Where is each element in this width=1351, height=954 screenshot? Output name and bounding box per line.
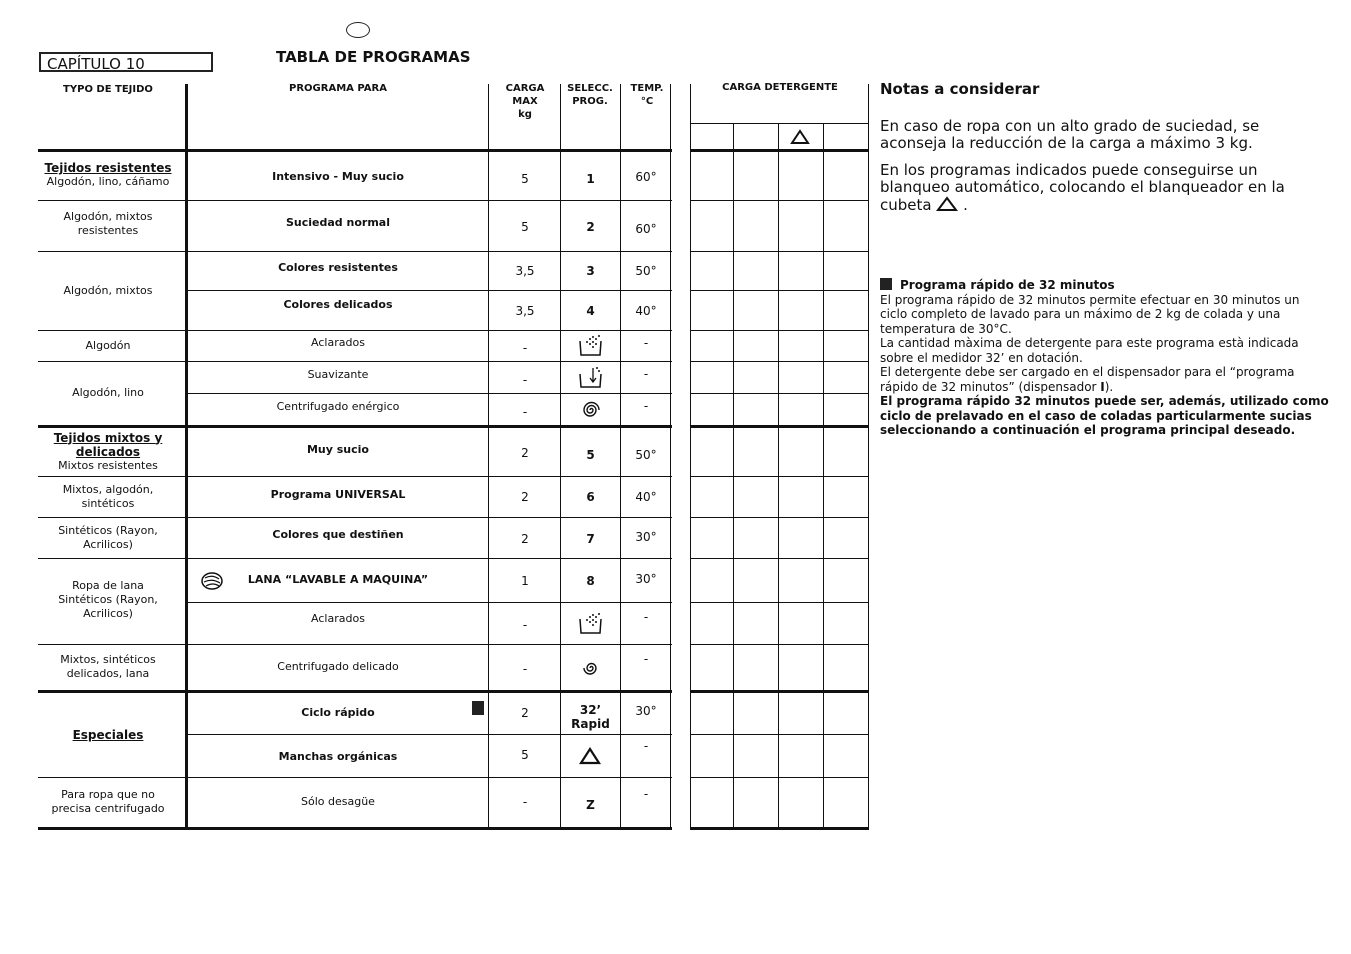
selector-cell: 5 bbox=[586, 448, 595, 462]
row-rule bbox=[38, 517, 672, 518]
col-divider-program bbox=[488, 84, 489, 829]
program-cell: Centrifugado enérgico bbox=[276, 400, 400, 413]
fabric-group-sub: Algodón, lino, cáñamo bbox=[46, 175, 170, 188]
det-row-line bbox=[690, 425, 869, 428]
selector-cell: 7 bbox=[586, 532, 595, 546]
col-divider-fabric bbox=[185, 84, 188, 829]
temp-cell: - bbox=[643, 367, 649, 381]
header-load-l2: MAX bbox=[512, 96, 538, 107]
selector-rapid-2: Rapid bbox=[571, 717, 610, 731]
program-cell: Sólo desagüe bbox=[301, 795, 375, 808]
load-cell: - bbox=[522, 662, 528, 676]
row-rule bbox=[188, 602, 672, 603]
det-row-line bbox=[690, 827, 869, 830]
det-row-line bbox=[690, 393, 869, 394]
program-cell: Muy sucio bbox=[306, 443, 369, 456]
temp-cell: - bbox=[643, 739, 649, 753]
load-cell: 2 bbox=[521, 446, 529, 460]
temp-cell: 30° bbox=[635, 572, 657, 586]
row-rule bbox=[38, 361, 672, 362]
load-cell: 5 bbox=[521, 172, 529, 186]
selector-cell: 4 bbox=[586, 304, 595, 318]
program-cell: Aclarados bbox=[311, 336, 365, 349]
load-cell: 2 bbox=[521, 490, 529, 504]
rinse-icon bbox=[578, 611, 604, 637]
det-row-line bbox=[690, 476, 869, 477]
fabric-group-12: Para ropa que no precisa centrifugado bbox=[51, 788, 165, 815]
rapid-title-text: Programa rápido de 32 minutos bbox=[900, 278, 1115, 292]
det-row-line bbox=[690, 734, 869, 735]
thick-rule-3 bbox=[38, 690, 672, 693]
temp-cell: 40° bbox=[635, 490, 657, 504]
rapid-title bbox=[880, 278, 1330, 293]
fabric-group-8: Sintéticos (Rayon, Acrilicos) bbox=[58, 524, 158, 551]
fabric-group-7: Mixtos, algodón, sintéticos bbox=[62, 483, 154, 510]
det-col-line bbox=[690, 84, 691, 829]
thick-rule-1 bbox=[38, 149, 672, 152]
row-rule bbox=[38, 200, 672, 201]
selector-cell bbox=[561, 701, 620, 733]
temp-cell: 50° bbox=[635, 264, 657, 278]
fabric-group-11: Especiales bbox=[72, 728, 144, 742]
header-load-l1: CARGA bbox=[505, 83, 545, 94]
rapid-marker-square bbox=[472, 701, 484, 715]
row-rule bbox=[38, 251, 672, 252]
temp-cell: - bbox=[643, 787, 649, 801]
note-paragraph-2-end: . bbox=[963, 196, 968, 214]
load-cell: 5 bbox=[521, 748, 529, 762]
rapid-paragraph bbox=[880, 365, 1330, 394]
det-row-line bbox=[690, 602, 869, 603]
stain-triangle-icon bbox=[579, 747, 601, 765]
program-cell: Aclarados bbox=[311, 612, 365, 625]
program-cell: Intensivo - Muy sucio bbox=[272, 169, 404, 183]
note-paragraph-2-text: En los programas indicados puede conseguirse un blanqueo automático, colocando el blanqueador en la cubeta bbox=[880, 161, 1285, 214]
det-row-line bbox=[690, 251, 869, 252]
program-cell: Colores delicados bbox=[283, 298, 393, 311]
fabric-group-10: Mixtos, sintéticos delicados, lana bbox=[60, 653, 156, 680]
load-cell: - bbox=[522, 618, 528, 632]
fabric-group-sub: Mixtos resistentes bbox=[58, 458, 158, 472]
det-row-line bbox=[690, 330, 869, 331]
temp-cell: 50° bbox=[635, 448, 657, 462]
load-cell: - bbox=[522, 373, 528, 387]
temp-cell: 30° bbox=[635, 530, 657, 544]
load-cell: 2 bbox=[521, 532, 529, 546]
header-fabric: TYPO DE TEJIDO bbox=[63, 84, 153, 95]
fabric-group-1 bbox=[40, 155, 176, 195]
fabric-group-title: Tejidos mixtos y delicados bbox=[53, 430, 163, 459]
fabric-group-9: Ropa de lana Sintéticos (Rayon, Acrilicos) bbox=[58, 579, 158, 620]
rapid-square-icon bbox=[880, 278, 892, 290]
header-sel-l1: SELECC. bbox=[567, 83, 613, 94]
load-cell: - bbox=[522, 341, 528, 355]
program-cell: Suciedad normal bbox=[286, 216, 390, 229]
temp-cell: 60° bbox=[635, 222, 657, 236]
selector-cell: 2 bbox=[586, 220, 595, 234]
det-row-line bbox=[690, 644, 869, 645]
header-load bbox=[490, 82, 560, 121]
selector-cell: 3 bbox=[586, 264, 595, 278]
fabric-group-2: Algodón, mixtos resistentes bbox=[63, 210, 153, 237]
temp-cell: 60° bbox=[635, 170, 657, 184]
load-cell: - bbox=[522, 795, 528, 809]
selector-rapid-1: 32’ bbox=[579, 703, 602, 717]
header-temp bbox=[622, 82, 672, 108]
det-row-line bbox=[690, 200, 869, 201]
bleach-triangle-icon bbox=[790, 129, 810, 145]
row-rule bbox=[188, 734, 672, 735]
program-cell: Centrifugado delicado bbox=[277, 660, 399, 673]
row-rule bbox=[38, 330, 672, 331]
fabric-group-5: Algodón, lino bbox=[72, 386, 144, 399]
program-cell: Programa UNIVERSAL bbox=[270, 488, 406, 501]
load-cell: 1 bbox=[521, 574, 529, 588]
header-temp-l2: °C bbox=[640, 96, 654, 107]
header-program: PROGRAMA PARA bbox=[289, 83, 387, 94]
det-row-line bbox=[690, 690, 869, 693]
selector-cell: 8 bbox=[586, 574, 595, 588]
rapid-paragraph-bold: El programa rápido 32 minutos puede ser, además, utilizado como ciclo de prelavado en el caso de coladas particularmente sucias seleccionando a continuación el programa principal deseado. bbox=[880, 394, 1329, 437]
fabric-group-6 bbox=[40, 429, 176, 474]
det-row-line bbox=[690, 123, 869, 124]
row-rule bbox=[38, 476, 672, 477]
header-load-l3: kg bbox=[518, 109, 532, 120]
program-cell: Ciclo rápido bbox=[301, 706, 375, 719]
softener-icon bbox=[578, 364, 604, 390]
header-selector bbox=[561, 82, 619, 108]
notes-title: Notas a considerar bbox=[880, 80, 1040, 98]
selector-cell: 6 bbox=[586, 490, 595, 504]
rapid-paragraph: La cantidad màxima de detergente para este programa està indicada sobre el medidor 32’ en dotación. bbox=[880, 336, 1299, 365]
temp-cell: - bbox=[643, 652, 649, 666]
language-oval bbox=[346, 22, 370, 38]
header-temp-l1: TEMP. bbox=[630, 83, 664, 94]
det-col-line bbox=[868, 84, 869, 829]
program-cell: Colores resistentes bbox=[278, 261, 398, 274]
temp-cell: 40° bbox=[635, 304, 657, 318]
strong-spin-icon bbox=[580, 399, 600, 421]
row-rule bbox=[188, 393, 672, 394]
program-cell: Manchas orgánicas bbox=[278, 750, 398, 763]
header-detergent: CARGA DETERGENTE bbox=[722, 82, 838, 93]
det-row-line bbox=[690, 777, 869, 778]
load-cell: 3,5 bbox=[515, 264, 535, 278]
det-row-line bbox=[690, 149, 869, 152]
program-cell: LANA “LAVABLE A MAQUINA” bbox=[247, 573, 429, 586]
temp-cell: - bbox=[643, 610, 649, 624]
temp-cell: - bbox=[643, 336, 649, 350]
thick-rule-4 bbox=[38, 827, 672, 830]
rapid-dispenser: I bbox=[1100, 379, 1105, 394]
chapter-label: CAPÍTULO 10 bbox=[39, 52, 213, 72]
gentle-spin-icon bbox=[580, 657, 600, 679]
temp-cell: 30° bbox=[635, 704, 657, 718]
det-row-line bbox=[690, 361, 869, 362]
thick-rule-2 bbox=[38, 425, 672, 428]
page-title: TABLA DE PROGRAMAS bbox=[276, 48, 471, 66]
selector-cell: 1 bbox=[586, 172, 595, 186]
rapid-paragraph: El programa rápido de 32 minutos permite efectuar en 30 minutos un ciclo completo de lavado para un máximo de 2 kg de colada y una temperatura de 30°C. bbox=[880, 292, 1300, 336]
det-row-line bbox=[690, 558, 869, 559]
bleach-triangle-icon bbox=[936, 196, 958, 212]
rapid-text: El detergente debe ser cargado en el dispensador para el “programa rápido de 32 minutos” (dispensador bbox=[880, 365, 1295, 394]
row-rule bbox=[38, 558, 672, 559]
row-rule bbox=[188, 290, 672, 291]
program-cell: Suavizante bbox=[307, 368, 369, 381]
det-row-line bbox=[690, 290, 869, 291]
rapid-text: ). bbox=[1104, 379, 1114, 394]
temp-cell: - bbox=[643, 399, 649, 413]
fabric-group-3: Algodón, mixtos bbox=[63, 283, 153, 297]
header-sel-l2: PROG. bbox=[572, 96, 608, 107]
load-cell: 2 bbox=[521, 706, 529, 720]
fabric-group-title: Tejidos resistentes bbox=[44, 161, 172, 175]
note-paragraph-2 bbox=[880, 162, 1330, 214]
load-cell: - bbox=[522, 405, 528, 419]
fabric-group-4: Algodón bbox=[85, 339, 131, 352]
selector-cell: Z bbox=[586, 798, 595, 812]
rinse-icon bbox=[578, 333, 604, 359]
load-cell: 3,5 bbox=[515, 304, 535, 318]
note-paragraph-1: En caso de ropa con un alto grado de suciedad, se aconseja la reducción de la carga a máximo 3 kg. bbox=[880, 117, 1260, 152]
program-cell: Colores que destiñen bbox=[272, 528, 404, 541]
rapid-program-notes bbox=[880, 278, 1330, 438]
load-cell: 5 bbox=[521, 220, 529, 234]
row-rule bbox=[38, 777, 672, 778]
row-rule bbox=[38, 644, 672, 645]
det-row-line bbox=[690, 517, 869, 518]
